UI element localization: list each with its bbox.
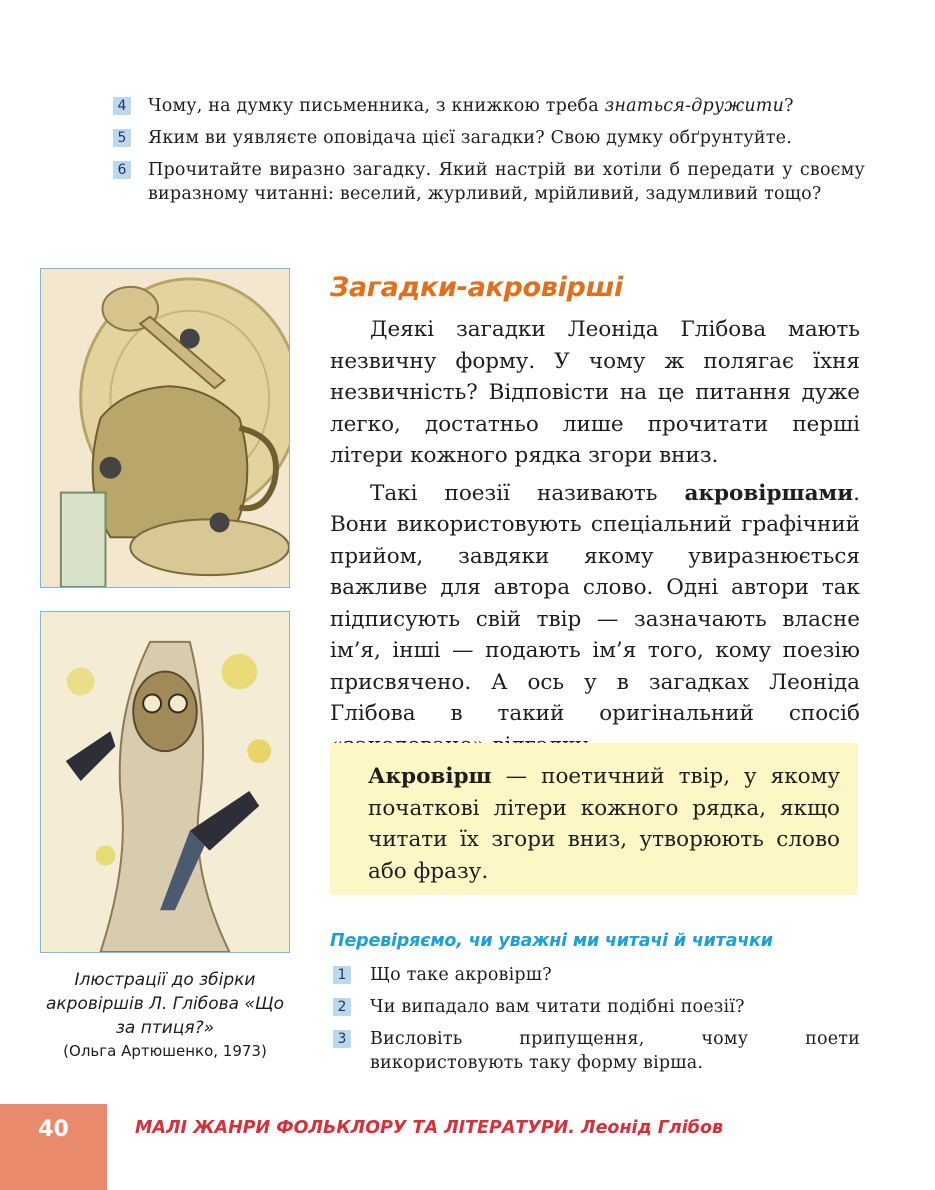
question-text-end: ? <box>784 96 794 116</box>
top-questions-list <box>110 94 865 214</box>
check-question-1 <box>330 963 860 987</box>
section-title: Загадки-акровірші <box>330 272 623 303</box>
check-question-3 <box>330 1027 860 1075</box>
definition-term: Акровірш <box>368 764 492 789</box>
paragraph-text: Такі поезії називають <box>370 480 685 506</box>
question-number: 4 <box>113 97 131 115</box>
illustration-birds <box>40 611 290 953</box>
definition-box <box>330 743 858 895</box>
footer-author: Леонід Глібов <box>581 1118 724 1138</box>
check-title: Перевіряємо, чи уважні ми читачі й читачки <box>330 931 773 951</box>
question-text: Прочитайте виразно загадку. Який настрій ви хотіли б передати у своєму виразному читанні: веселий, журливий, мрійливий, задумливий тощо? <box>148 160 865 204</box>
question-number: 5 <box>113 129 131 147</box>
check-questions-list <box>330 963 860 1083</box>
question-text: Чому, на думку письменника, з книжкою треба <box>148 96 605 116</box>
question-text: Висловіть припущення, чому поети використовують таку форму вірша. <box>370 1029 860 1073</box>
paragraph-2 <box>330 478 860 762</box>
question-5 <box>110 126 865 150</box>
illustration-caption <box>40 968 290 1062</box>
caption-author: (Ольга Артюшенко, 1973) <box>63 1042 267 1060</box>
check-question-2 <box>330 995 860 1019</box>
question-text: Чи випадало вам читати подібні поезії? <box>370 997 745 1017</box>
question-text: Що таке акровірш? <box>370 965 552 985</box>
question-text: Яким ви уявляєте оповідача цієї загадки? Свою думку обґрунтуйте. <box>148 128 792 148</box>
question-italic: знаться-дружити <box>604 96 785 116</box>
question-4 <box>110 94 865 118</box>
page-number: 40 <box>38 1117 69 1142</box>
definition-text: — поетичний твір, у якому початкові літери кожного рядка, якщо читати їх згори вниз, утворюють слово або фразу. <box>368 764 840 884</box>
question-number: 6 <box>113 161 131 179</box>
footer-chapter: МАЛІ ЖАНРИ ФОЛЬКЛОРУ ТА ЛІТЕРАТУРИ. <box>135 1118 575 1138</box>
footer-title <box>135 1118 723 1138</box>
paragraph-text: . Вони використовують спеціальний графічний прийом, завдяки якому увиразнюється важливе для автора слово. Одні автори так підписують свій твір — зазначають власне ім’я, інші — подають ім’я того, кому поезію присвячено. А ось у в загадках Леоніда Глібова в такий оригінальний спосіб <box>330 480 860 726</box>
question-number: 2 <box>333 998 351 1016</box>
section-body <box>330 314 860 767</box>
caption-main: Ілюстрації до збірки акровіршів Л. Глібова «Що за птиця?» <box>46 970 284 1038</box>
question-number: 1 <box>333 966 351 984</box>
illustration-jug <box>40 268 290 588</box>
question-number: 3 <box>333 1030 351 1048</box>
question-6 <box>110 158 865 206</box>
paragraph-1: Деякі загадки Леоніда Глібова мають незвичну форму. У чому ж полягає їхня незвичність? Відповісти на це питання дуже легко, достатньо лише прочитати перші літери кожного рядка згори вниз. <box>330 317 860 468</box>
bold-term: акровіршами <box>684 480 854 506</box>
